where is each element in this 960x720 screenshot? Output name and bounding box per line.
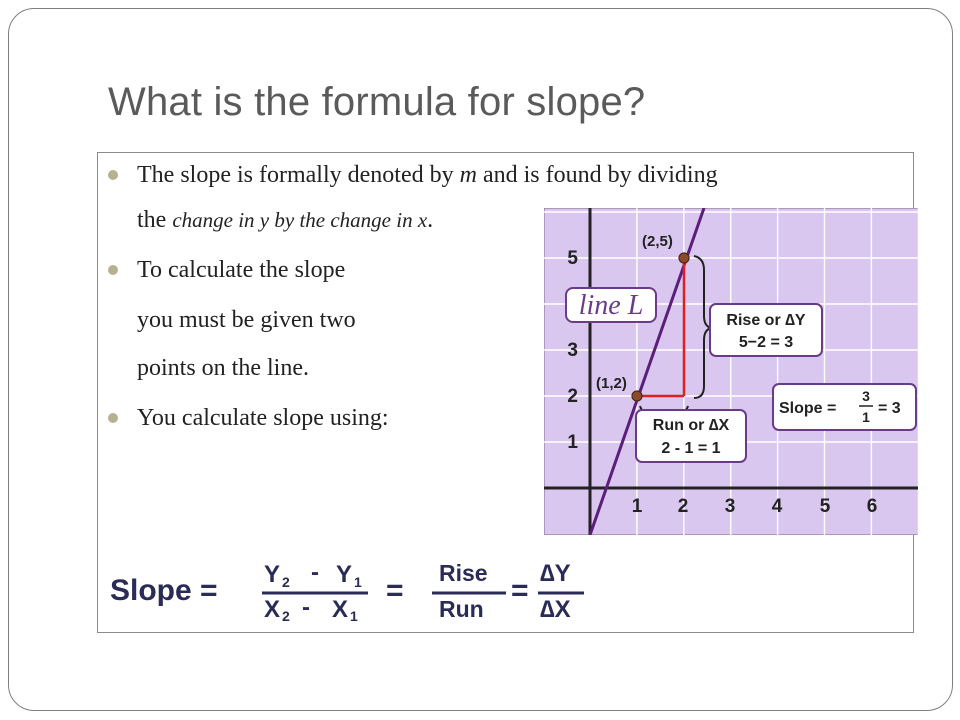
bullet-dot [108,265,118,275]
y-tick-label: 2 [567,386,578,407]
formula-x2: X [264,596,281,623]
formula-minus-top: - [311,559,319,586]
formula-y1: Y [336,561,353,588]
formula-run: Run [439,596,484,622]
slope-formula-svg [106,555,606,625]
x-tick-label: 4 [771,496,783,517]
formula-rise: Rise [439,560,488,586]
formula-minus-bottom: - [302,594,310,621]
run-box-line1: Run or ∆X [652,417,730,434]
y-tick-label: 3 [567,340,578,361]
bullet-dot [108,413,118,423]
bullet-1-line-2: the change in y by the change in x. [137,207,434,233]
x-tick-label: 2 [677,496,689,517]
rise-box-line2: 5−2 = 3 [738,334,794,351]
formula-x2-sub: 2 [282,608,290,624]
rise-box-line1: Rise or ∆Y [726,312,806,329]
x-tick-label: 6 [866,496,878,517]
formula-delta-x: ∆X [540,596,571,623]
slope-graph-svg [544,208,918,535]
formula-y1-sub: 1 [354,574,362,590]
slope-box-prefix: Slope = [779,400,837,417]
y-tick-label: 1 [567,432,578,453]
point-top [679,253,689,263]
formula-y2-sub: 2 [282,574,290,590]
bullet-1-line-1: The slope is formally denoted by m and is found by dividing [137,162,718,188]
formula-delta-y: ∆Y [540,560,571,587]
x-tick-label: 5 [819,496,831,517]
run-box-line2: 2 - 1 = 1 [661,440,721,457]
formula-slope-label: Slope = [110,574,218,607]
formula-equals-2: = [511,574,529,607]
x-tick-label: 1 [631,496,643,517]
slope-box-den: 1 [862,409,870,425]
slide-title: What is the formula for slope? [108,80,646,124]
formula-y2: Y [264,561,281,588]
point-bottom-label: (1,2) [596,375,627,392]
slope-formula [106,555,606,625]
bullet-2-line-1: To calculate the slope [137,257,346,283]
line-label: line L [578,290,644,321]
slope-box-num: 3 [862,388,870,404]
y-tick-label: 5 [567,248,578,269]
point-top-label: (2,5) [642,233,673,250]
slope-graph [544,208,918,535]
point-bottom [632,391,642,401]
x-tick-label: 3 [724,496,736,517]
bullet-2-line-3: points on the line. [137,355,309,381]
slope-box-result: = 3 [878,400,901,417]
bullet-3: You calculate slope using: [137,405,389,431]
bullet-dot [108,170,118,180]
formula-equals-1: = [386,574,404,607]
formula-x1-sub: 1 [350,608,358,624]
formula-x1: X [332,596,349,623]
bullet-2-line-2: you must be given two [137,307,356,333]
